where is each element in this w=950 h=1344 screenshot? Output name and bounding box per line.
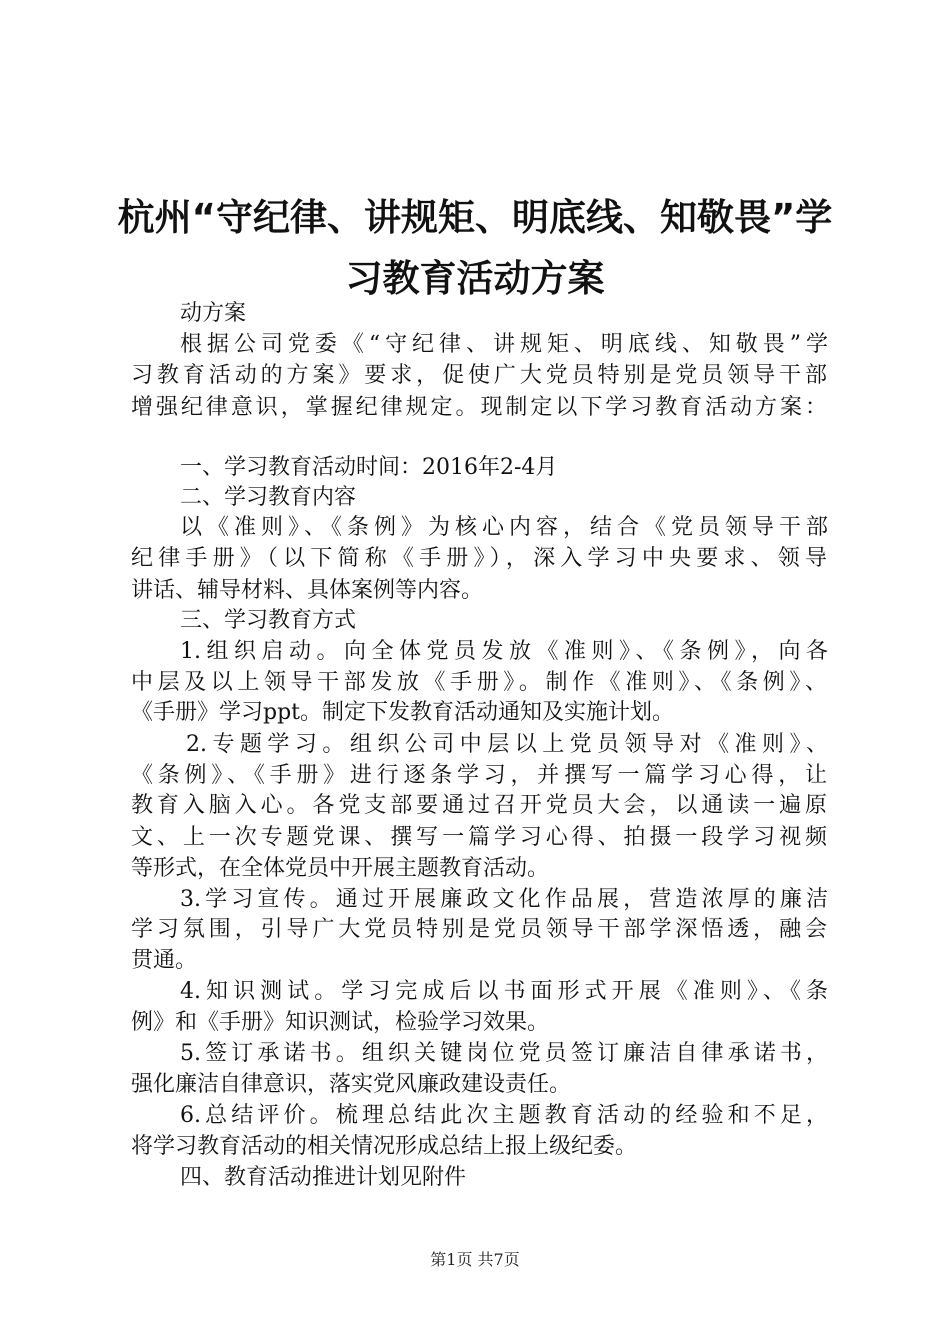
paragraph-line: 5.签订承诺书。组织关键岗位党员签订廉洁自律承诺书， (180, 1041, 828, 1066)
paragraph-line: 将学习教育活动的相关情况形成总结上报上级纪委。 (131, 1134, 638, 1159)
paragraph-line: 强化廉洁自律意识，落实党风廉政建设责任。 (131, 1072, 572, 1097)
paragraph-line: 《手册》学习ppt。制定下发教育活动通知及实施计划。 (131, 700, 675, 725)
section-heading: 三、学习教育方式 (180, 608, 357, 633)
paragraph-line: 增强纪律意识，掌握纪律规定。现制定以下学习教育活动方案： (131, 395, 827, 420)
paragraph-line: 6.总结评价。梳理总结此次主题教育活动的经验和不足， (180, 1103, 828, 1128)
paragraph-line: 教育入脑入心。各党支部要通过召开党员大会，以通读一遍原 (131, 793, 827, 818)
paragraph-line: 4.知识测试。学习完成后以书面形式开展《准则》、《条 (180, 979, 828, 1004)
paragraph-line: 等形式，在全体党员中开展主题教育活动。 (131, 856, 550, 881)
paragraph-line: 2.专题学习。组织公司中层以上党员领导对《准则》、 (186, 732, 828, 757)
paragraph-line: 1.组织启动。向全体党员发放《准则》、《条例》，向各 (180, 639, 828, 664)
section-heading: 一、学习教育活动时间：2016年2-4月 (180, 455, 558, 480)
paragraph-line: 文、上一次专题党课、撰写一篇学习心得、拍摄一段学习视频 (131, 825, 827, 850)
document-title-line-2: 习教育活动方案 (345, 257, 605, 300)
paragraph-line: 根据公司党委《“守纪律、讲规矩、明底线、知敬畏”学 (180, 332, 828, 357)
paragraph-line: 3.学习宣传。通过开展廉政文化作品展，营造浓厚的廉洁 (180, 887, 828, 912)
paragraph-line: 习教育活动的方案》要求，促使广大党员特别是党员领导干部 (131, 363, 827, 388)
paragraph-line: 动方案 (180, 301, 247, 326)
document-title-line-1: 杭州“守纪律、讲规矩、明底线、知敬畏”学 (117, 196, 833, 239)
paragraph-line: 讲话、辅导材料、具体案例等内容。 (131, 578, 484, 603)
paragraph-line: 中层及以上领导干部发放《手册》。制作《准则》、《条例》、 (131, 670, 827, 695)
paragraph-line: 学习氛围，引导广大党员特别是党员领导干部学深悟透，融会 (131, 917, 827, 942)
paragraph-line: 以《准则》、《条例》为核心内容，结合《党员领导干部 (180, 515, 828, 540)
paragraph-line: 《条例》、《手册》进行逐条学习，并撰写一篇学习心得，让 (131, 763, 827, 788)
section-heading: 二、学习教育内容 (180, 485, 357, 510)
paragraph-line: 贯通。 (131, 948, 198, 973)
section-heading: 四、教育活动推进计划见附件 (180, 1165, 467, 1190)
paragraph-line: 例》和《手册》知识测试，检验学习效果。 (131, 1010, 550, 1035)
page-number-footer: 第1页 共7页 (430, 1250, 520, 1269)
paragraph-line: 纪律手册》（以下简称《手册》），深入学习中央要求、领导 (131, 546, 827, 571)
